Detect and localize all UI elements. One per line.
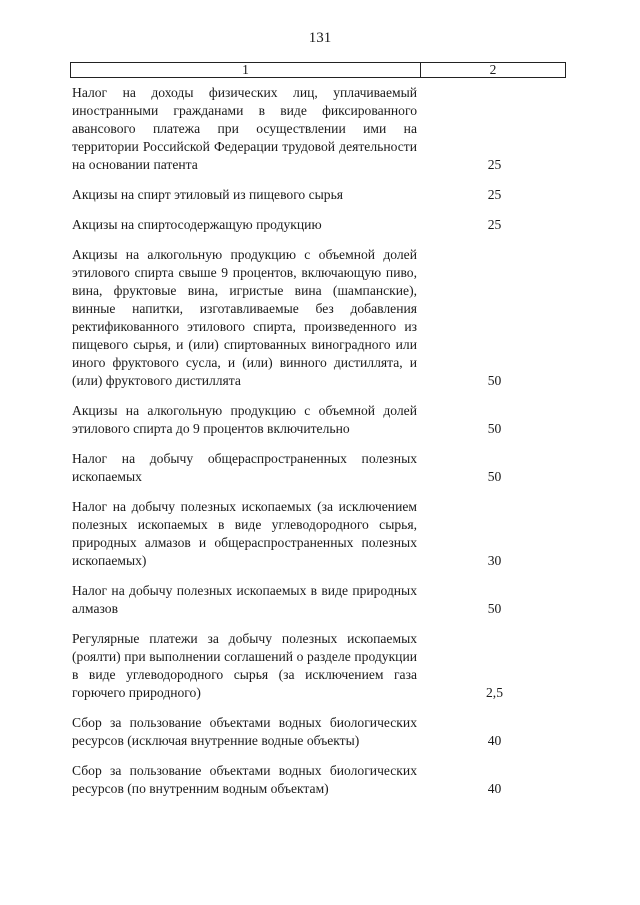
row-name: Регулярные платежи за добычу полезных ископаемых (роялти) при выполнении соглашений о разделе продукции в виде углеводородного сырья (за исключением газа горючего природного) (72, 631, 417, 700)
column-header-1: 1 (71, 63, 421, 77)
row-value: 50 (487, 601, 502, 616)
row-name: Сбор за пользование объектами водных биологических ресурсов (исключая внутренние водные объекты) (72, 715, 417, 748)
row-value: 40 (487, 733, 502, 748)
row-value: 25 (487, 217, 502, 232)
row-name: Налог на добычу общераспространенных полезных ископаемых (72, 451, 417, 484)
page-number: 131 (308, 30, 332, 46)
row-name: Сбор за пользование объектами водных биологических ресурсов (по внутренним водным объектам) (72, 763, 417, 796)
row-name: Акцизы на алкогольную продукцию с объемной долей этилового спирта свыше 9 процентов, включающую пиво, вина, фруктовые вина, игристые вина (шампанские), винные напитки, изготавливаемые без добавления ректификованного этилового спирта, произведенного из пищевого сырья, и (или) спиртованных виноградного или иного фруктового сусла, и (или) винного дистиллята, и (или) фруктового дистиллята (72, 247, 417, 388)
row-name: Налог на добычу полезных ископаемых (за исключением полезных ископаемых в виде углеводородного сырья, природных алмазов и общераспространенных полезных ископаемых) (72, 499, 417, 568)
table-row (72, 246, 566, 390)
row-name: Акцизы на спиртосодержащую продукцию (72, 217, 322, 232)
row-value: 30 (487, 553, 502, 568)
row-value: 50 (487, 373, 502, 388)
table-row (72, 84, 566, 174)
table-row (72, 582, 566, 618)
row-name: Налог на добычу полезных ископаемых в виде природных алмазов (72, 583, 417, 616)
table-row (72, 762, 566, 798)
table-body (72, 84, 566, 810)
table-row (72, 186, 566, 204)
table-row (72, 498, 566, 570)
table-row (72, 216, 566, 234)
row-value: 40 (487, 781, 502, 796)
row-value: 25 (487, 187, 502, 202)
row-value: 25 (487, 157, 502, 172)
table-row (72, 450, 566, 486)
row-name: Налог на доходы физических лиц, уплачиваемый иностранными гражданами в виде фиксированного авансового платежа при осуществлении ими на территории Российской Федерации трудовой деятельности на основании патента (72, 85, 417, 172)
row-name: Акцизы на алкогольную продукцию с объемной долей этилового спирта до 9 процентов включительно (72, 403, 417, 436)
table-row (72, 714, 566, 750)
row-name: Акцизы на спирт этиловый из пищевого сырья (72, 187, 344, 202)
column-header-2: 2 (489, 62, 497, 77)
row-value: 50 (487, 469, 502, 484)
table-header (70, 62, 566, 78)
table-row (72, 402, 566, 438)
row-value: 50 (487, 421, 502, 436)
row-value: 2,5 (486, 685, 503, 700)
table-row (72, 630, 566, 702)
